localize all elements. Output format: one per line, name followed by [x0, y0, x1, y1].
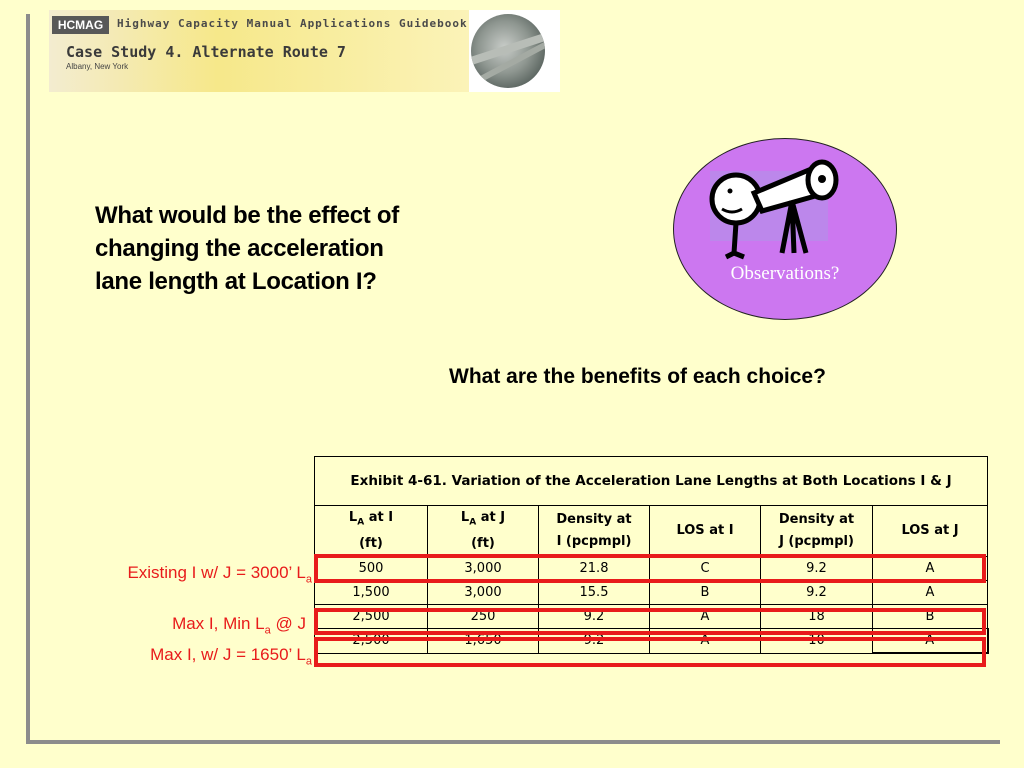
observations-label: Observations? [730, 263, 840, 284]
slide-frame-left [26, 14, 30, 744]
telescope-figure-icon [704, 153, 864, 263]
observations-badge [673, 138, 897, 320]
table-cell: C [650, 557, 761, 581]
table-cell: 9.2 [539, 605, 650, 629]
slide-frame-bottom [26, 740, 1000, 744]
table-cell: B [650, 581, 761, 605]
highway-photo [471, 14, 545, 88]
table-caption: Exhibit 4-61. Variation of the Acceleration Lane Lengths at Both Locations I & J [315, 457, 988, 506]
table-cell: 1,650 [428, 629, 539, 654]
guidebook-title: Highway Capacity Manual Applications Guidebook [117, 17, 468, 30]
table-cell: 3,000 [428, 557, 539, 581]
table-cell: A [650, 605, 761, 629]
header-density-at-j: Density at J (pcpmpl) [761, 506, 873, 557]
table-cell: 250 [428, 605, 539, 629]
table-cell: 1,500 [315, 581, 428, 605]
table-cell: 500 [315, 557, 428, 581]
table-cell: B [873, 605, 988, 629]
table-cell: 18 [761, 605, 873, 629]
header-banner [49, 10, 560, 92]
highlight-existing-row [314, 554, 986, 583]
table-cell: 9.2 [761, 581, 873, 605]
table-cell: A [873, 629, 988, 654]
hcmag-logo: HCMAG [52, 16, 109, 34]
table-cell: 10 [761, 629, 873, 654]
table-cell: A [873, 581, 988, 605]
header-la-at-j: $L_A$ at J (ft) [428, 506, 539, 557]
row-label-max-i-min-la: Max I, Min $L_a$ @ J [172, 614, 306, 637]
header-la-at-i: $L_A$ at I (ft) [315, 506, 428, 557]
table-cell: 9.2 [761, 557, 873, 581]
table-row [315, 581, 988, 605]
table-cell: 3,000 [428, 581, 539, 605]
row-label-existing: Existing I w/ J = 3000’ $L_a$ [127, 563, 312, 586]
highlight-max-i-min-la-row [314, 608, 986, 635]
header-los-at-j: LOS at J [873, 506, 988, 557]
row-label-max-i-1650: Max I, w/ J = 1650’ $L_a$ [150, 645, 312, 668]
case-location: Albany, New York [66, 62, 129, 71]
highlight-max-i-1650-row [314, 637, 986, 667]
table-cell: A [873, 557, 988, 581]
case-study-title: Case Study 4. Alternate Route 7 [66, 43, 346, 61]
question-acceleration-lane: What would be the effect of changing the acceleration lane length at Location I? [95, 202, 399, 295]
table-header-row [315, 506, 988, 557]
table-cell: 2,500 [315, 629, 428, 654]
header-density-at-i: Density at I (pcpmpl) [539, 506, 650, 557]
table-cell: 9.2 [539, 629, 650, 654]
table-cell: 15.5 [539, 581, 650, 605]
header-los-at-i: LOS at I [650, 506, 761, 557]
question-benefits: What are the benefits of each choice? [449, 365, 826, 388]
table-cell: 2,500 [315, 605, 428, 629]
table-cell: A [650, 629, 761, 654]
table-cell: 21.8 [539, 557, 650, 581]
